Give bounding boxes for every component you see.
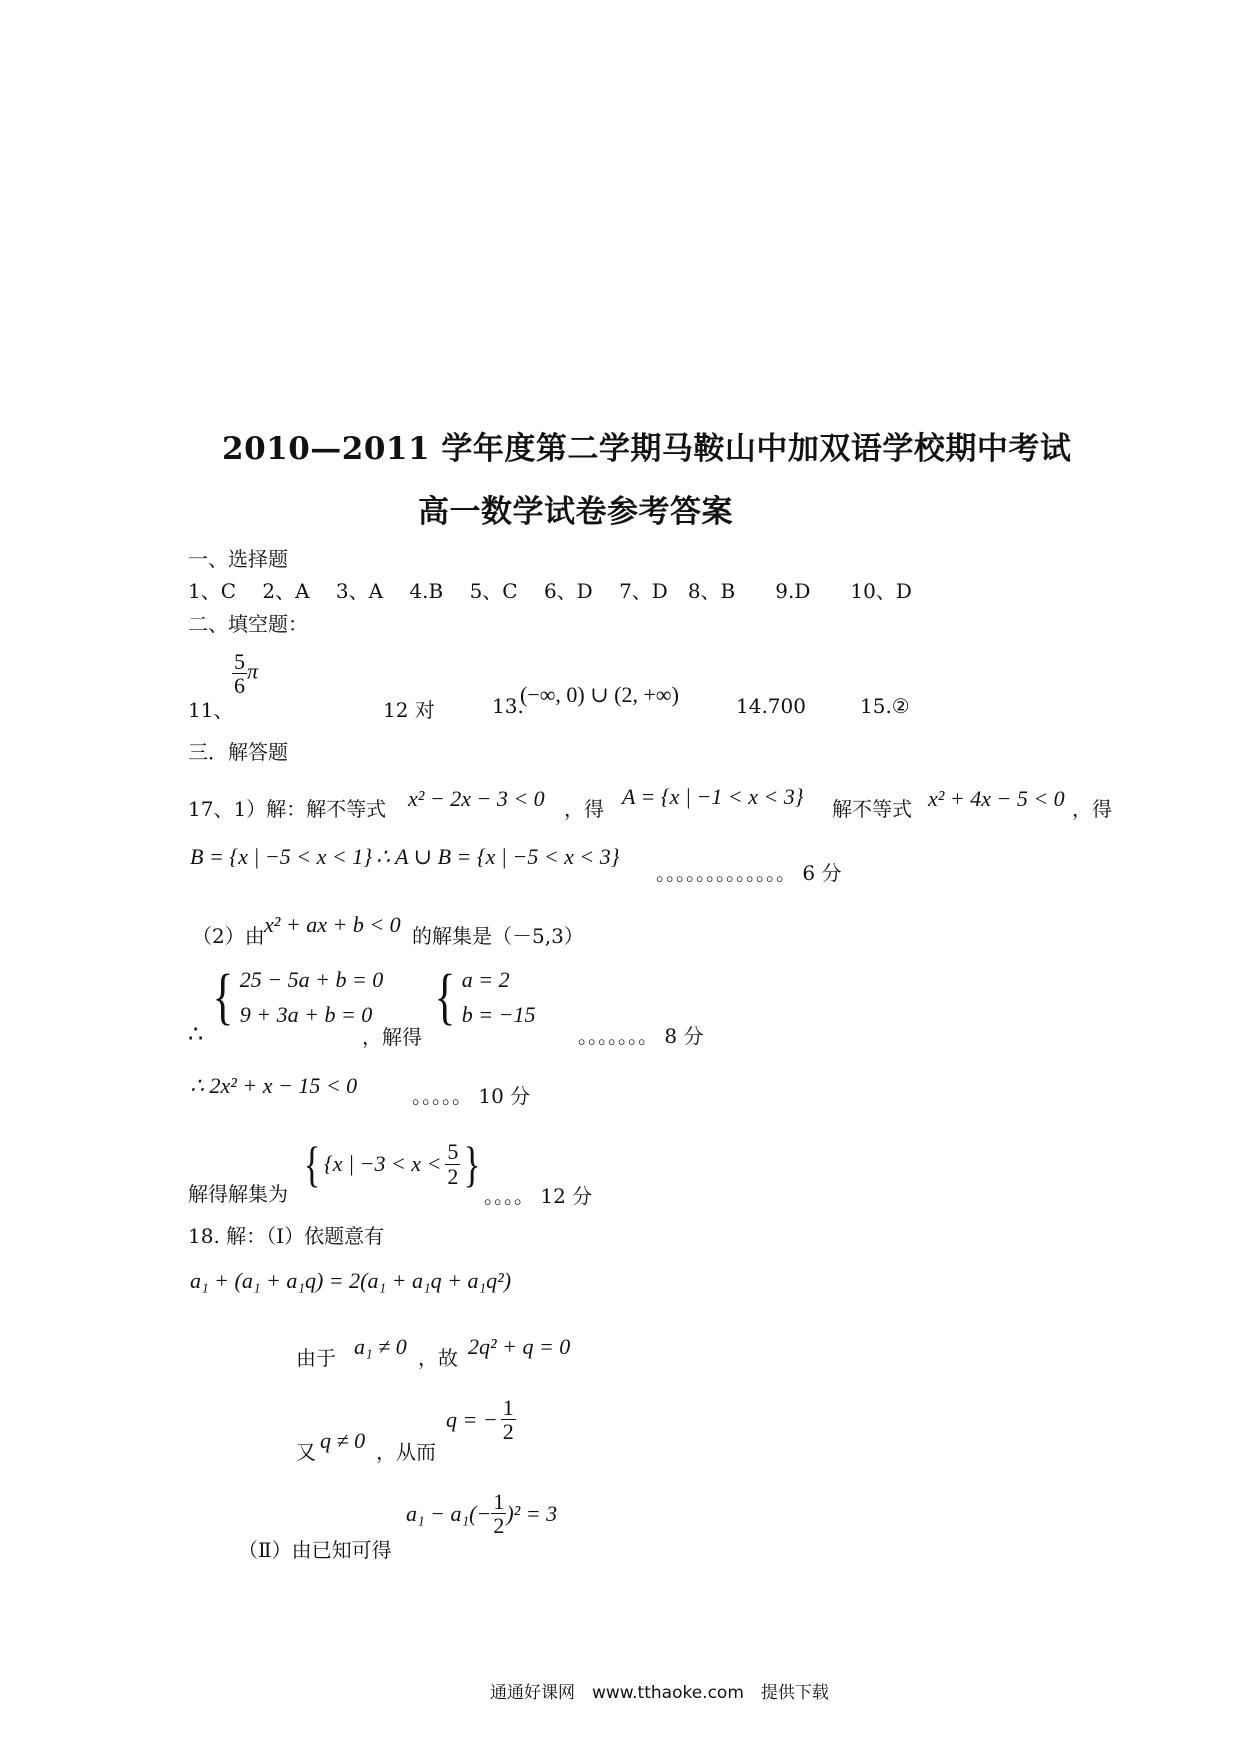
q17-final-inequality: ∴ 2x² + x − 15 < 0 — [190, 1073, 358, 1098]
q17-inequality-2: x² + 4x − 5 < 0 — [928, 786, 1065, 811]
left-brace-icon: { — [434, 963, 456, 1032]
q18-part2-eq-a: a₁ − a₁(− — [406, 1500, 492, 1526]
q11-pi: π — [247, 658, 259, 684]
q18-part2-fraction — [491, 1490, 506, 1537]
q17-score-6: 。。。。。。。。。。。。。 6 分 — [656, 861, 842, 885]
q17-system-1 — [208, 962, 383, 1032]
q11-fraction — [232, 650, 247, 697]
q17-solution-denominator: 2 — [447, 1163, 459, 1189]
section-heading-solve: 三．解答题 — [188, 740, 288, 764]
q18-since-condition: a₁ ≠ 0 — [354, 1334, 407, 1359]
q11-numerator: 5 — [234, 649, 245, 674]
q18-q-equation: q = − — [446, 1406, 498, 1432]
q17-solution-fraction — [445, 1140, 460, 1187]
q13-label: 13. — [492, 694, 524, 718]
q17-line1-text-a: 17、1）解：解不等式 — [188, 797, 387, 821]
q17-score-8: 。。。。。。。 8 分 — [578, 1024, 704, 1048]
page-subtitle: 高一数学试卷参考答案 — [418, 494, 733, 530]
page-title: 2010—2011 学年度第二学期马鞍山中加双语学校期中考试 — [222, 431, 1072, 467]
q18-part2-eq-b: )² = 3 — [506, 1500, 558, 1526]
q17-line1-text-d: ，得 — [1072, 797, 1112, 821]
q18-equation-1: a₁ + (a₁ + a₁q) = 2(a₁ + a₁q + a₁q²) — [190, 1268, 512, 1293]
q18-part2-denominator: 2 — [493, 1513, 505, 1539]
q17-line1-text-c: 解不等式 — [832, 797, 912, 821]
q18-also-condition: q ≠ 0 — [320, 1428, 366, 1453]
q11-answer — [232, 650, 258, 697]
q15-answer: 15.② — [860, 694, 910, 718]
q18-also-text: 又 — [296, 1440, 316, 1464]
left-brace-icon: { — [212, 963, 234, 1032]
q17-system-2-eq1: a = 2 — [461, 967, 510, 992]
q17-union: ∴ A ∪ B = {x | −5 < x < 3} — [376, 844, 620, 869]
q17-system-2-eq2: b = −15 — [461, 1002, 536, 1028]
q17-system-1-eq1: 25 − 5a + b = 0 — [239, 967, 384, 992]
left-brace-icon: { — [303, 1136, 321, 1192]
q17-system-1-eq2: 9 + 3a + b = 0 — [239, 1002, 373, 1028]
section-heading-choice: 一、选择题 — [188, 547, 288, 571]
q18-part2-text: （Ⅱ）由已知可得 — [238, 1538, 392, 1562]
footer-source: 通通好课网 www.tthaoke.com 提供下载 — [490, 1683, 829, 1703]
q18-part2-numerator: 1 — [493, 1489, 505, 1514]
q17-solution-set — [300, 1135, 484, 1193]
q17-part2-text-a: （2）由 — [192, 924, 265, 948]
right-brace-icon: } — [464, 1136, 481, 1192]
q17-score-10: 。。。。。 10 分 — [412, 1084, 531, 1108]
q11-denominator: 6 — [234, 673, 245, 699]
q17-part2-inequality: x² + ax + b < 0 — [264, 912, 401, 937]
q17-inequality-1: x² − 2x − 3 < 0 — [408, 786, 545, 811]
q17-system-2 — [430, 962, 535, 1032]
q17-set-b: B = {x | −5 < x < 1} — [190, 844, 372, 869]
q11-label: 11、 — [188, 698, 234, 722]
q18-q-value — [446, 1396, 516, 1443]
q17-solution-set-open: {x | −3 < x < — [324, 1151, 442, 1176]
q17-solution-numerator: 5 — [447, 1139, 459, 1165]
q18-since-then: ，故 — [418, 1346, 458, 1370]
q17-line1-text-b: ，得 — [564, 797, 604, 821]
q18-since-equation: 2q² + q = 0 — [468, 1334, 571, 1359]
q18-part2-equation — [406, 1490, 557, 1537]
q17-set-a: A = {x | −1 < x < 3} — [622, 784, 804, 809]
q18-q-fraction — [501, 1396, 516, 1443]
q14-answer: 14.700 — [736, 694, 806, 718]
q12-answer: 12 对 — [383, 698, 435, 722]
therefore-symbol: ∴ — [188, 1020, 204, 1048]
q13-answer: (−∞, 0) ∪ (2, +∞) — [520, 682, 679, 707]
section-heading-fill: 二、填空题： — [188, 612, 308, 636]
q18-since-text: 由于 — [296, 1346, 336, 1370]
q17-score-12: 。。。。 12 分 — [484, 1184, 593, 1208]
q18-q-denominator: 2 — [502, 1419, 514, 1445]
q18-line1: 18. 解：（Ⅰ）依题意有 — [188, 1224, 385, 1248]
q17-part2-text-b: 的解集是（－5,3） — [412, 924, 584, 948]
q18-also-then: ，从而 — [376, 1440, 436, 1464]
q17-solve-text: ，解得 — [362, 1025, 422, 1049]
q17-solution-label: 解得解集为 — [188, 1182, 288, 1206]
q18-q-numerator: 1 — [502, 1395, 514, 1420]
choice-answers: 1、C 2、A 3、A 4.B 5、C 6、D 7、D 8、B 9.D 10、D — [188, 579, 912, 603]
